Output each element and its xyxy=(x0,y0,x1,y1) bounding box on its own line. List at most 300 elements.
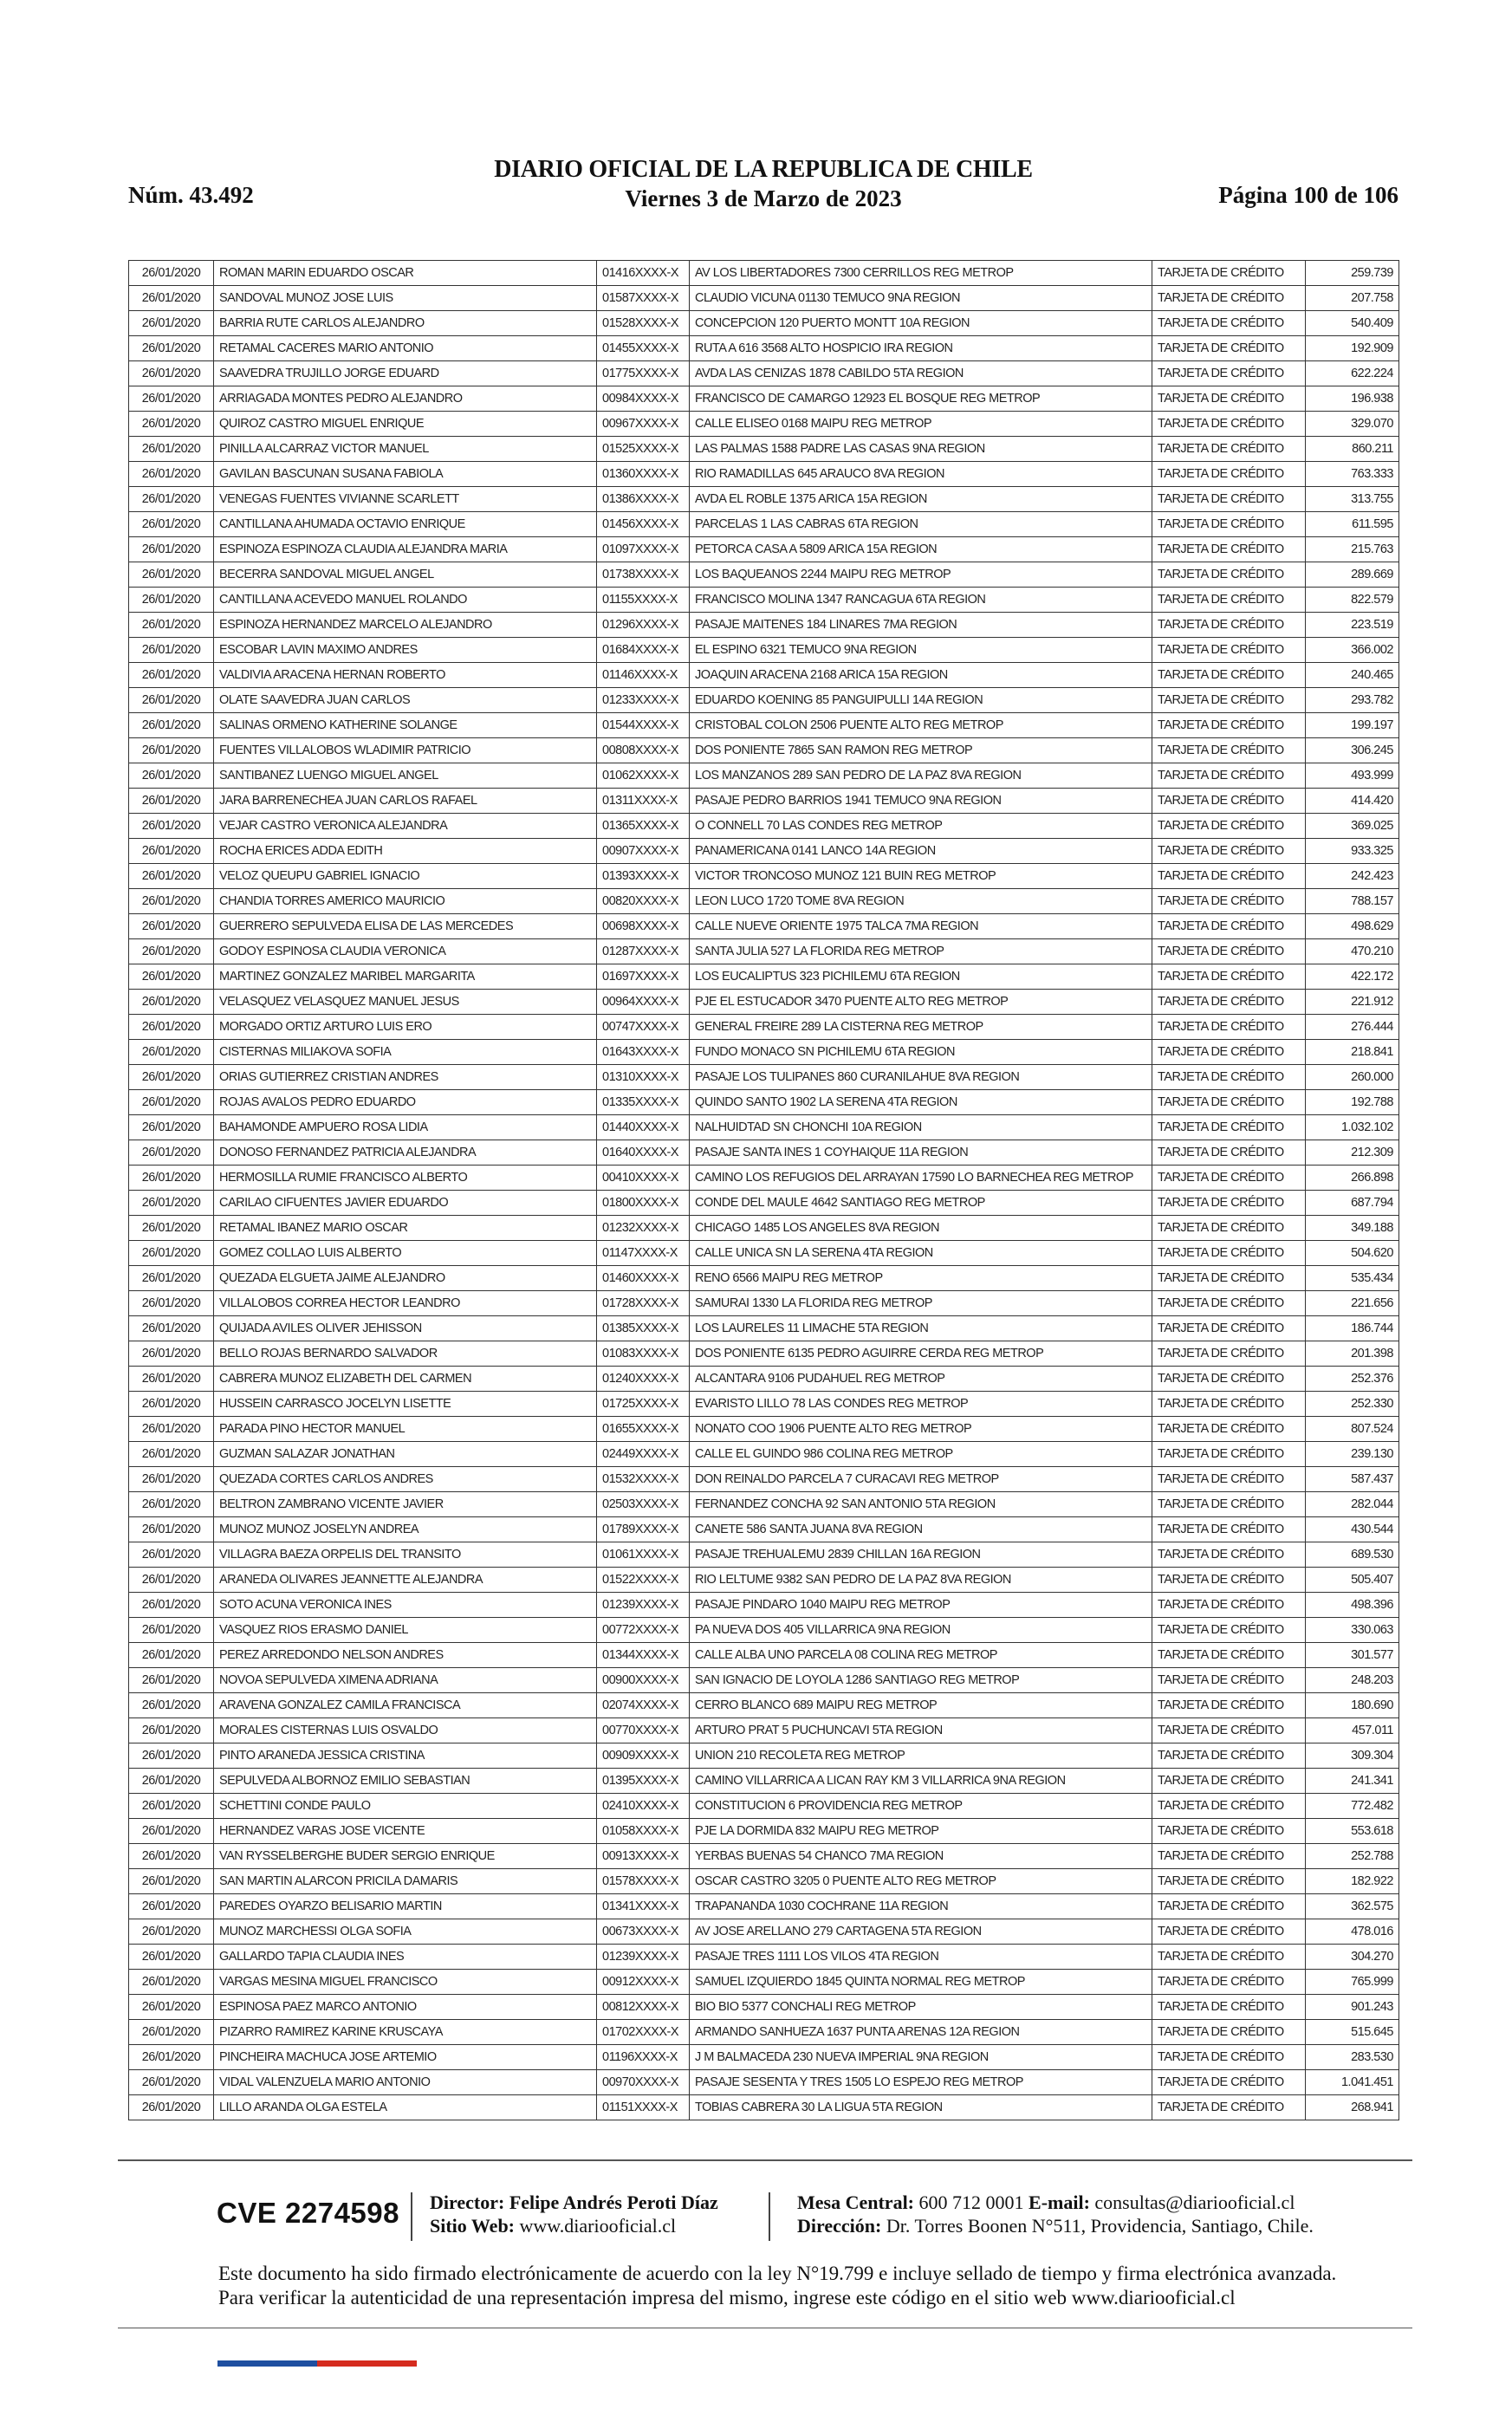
cell-payment-type: TARJETA DE CRÉDITO xyxy=(1152,638,1306,663)
footer-divider xyxy=(769,2192,770,2241)
cell-amount: 422.172 xyxy=(1306,964,1399,990)
cell-address: CLAUDIO VICUNA 01130 TEMUCO 9NA REGION xyxy=(690,286,1152,311)
email-link[interactable]: consultas@diariooficial.cl xyxy=(1094,2191,1295,2213)
cell-name: BELLO ROJAS BERNARDO SALVADOR xyxy=(214,1341,597,1367)
cell-date: 26/01/2020 xyxy=(129,990,214,1015)
table-row xyxy=(129,990,1399,1015)
cell-rut: 01643XXXX-X xyxy=(597,1040,690,1065)
cell-name: OLATE SAAVEDRA JUAN CARLOS xyxy=(214,688,597,713)
cell-rut: 01335XXXX-X xyxy=(597,1090,690,1115)
table-row xyxy=(129,1216,1399,1241)
cell-date: 26/01/2020 xyxy=(129,1266,214,1291)
cell-amount: 186.744 xyxy=(1306,1316,1399,1341)
table-row xyxy=(129,1166,1399,1191)
cell-payment-type: TARJETA DE CRÉDITO xyxy=(1152,688,1306,713)
table-row xyxy=(129,286,1399,311)
cell-payment-type: TARJETA DE CRÉDITO xyxy=(1152,462,1306,487)
cell-payment-type: TARJETA DE CRÉDITO xyxy=(1152,1668,1306,1693)
cell-rut: 01395XXXX-X xyxy=(597,1769,690,1794)
cell-name: GALLARDO TAPIA CLAUDIA INES xyxy=(214,1945,597,1970)
cell-name: ORIAS GUTIERREZ CRISTIAN ANDRES xyxy=(214,1065,597,1090)
cell-date: 26/01/2020 xyxy=(129,1743,214,1769)
cell-payment-type: TARJETA DE CRÉDITO xyxy=(1152,1442,1306,1467)
table-row xyxy=(129,2020,1399,2045)
cell-amount: 221.912 xyxy=(1306,990,1399,1015)
table-row xyxy=(129,2070,1399,2095)
cell-amount: 180.690 xyxy=(1306,1693,1399,1718)
cell-rut: 00900XXXX-X xyxy=(597,1668,690,1693)
cell-date: 26/01/2020 xyxy=(129,688,214,713)
cell-name: BARRIA RUTE CARLOS ALEJANDRO xyxy=(214,311,597,336)
cell-amount: 430.544 xyxy=(1306,1517,1399,1542)
cell-rut: 01640XXXX-X xyxy=(597,1140,690,1166)
cell-amount: 182.922 xyxy=(1306,1869,1399,1894)
cell-rut: 00907XXXX-X xyxy=(597,839,690,864)
cell-date: 26/01/2020 xyxy=(129,386,214,412)
cell-address: NONATO COO 1906 PUENTE ALTO REG METROP xyxy=(690,1417,1152,1442)
table-row xyxy=(129,2095,1399,2120)
cell-rut: 00913XXXX-X xyxy=(597,1844,690,1869)
cell-date: 26/01/2020 xyxy=(129,1241,214,1266)
table-row xyxy=(129,1618,1399,1643)
cell-payment-type: TARJETA DE CRÉDITO xyxy=(1152,1115,1306,1140)
cell-payment-type: TARJETA DE CRÉDITO xyxy=(1152,763,1306,789)
cell-name: MUNOZ MUNOZ JOSELYN ANDREA xyxy=(214,1517,597,1542)
cell-amount: 478.016 xyxy=(1306,1919,1399,1945)
cve-code: CVE 2274598 xyxy=(217,2197,399,2229)
cell-name: PIZARRO RAMIREZ KARINE KRUSCAYA xyxy=(214,2020,597,2045)
cell-amount: 349.188 xyxy=(1306,1216,1399,1241)
table-row xyxy=(129,1668,1399,1693)
cell-amount: 192.788 xyxy=(1306,1090,1399,1115)
cell-date: 26/01/2020 xyxy=(129,562,214,588)
cell-address: CALLE ELISEO 0168 MAIPU REG METROP xyxy=(690,412,1152,437)
cell-name: ESPINOSA PAEZ MARCO ANTONIO xyxy=(214,1995,597,2020)
cell-amount: 252.330 xyxy=(1306,1392,1399,1417)
cell-address: CONCEPCION 120 PUERTO MONTT 10A REGION xyxy=(690,311,1152,336)
cell-rut: 00808XXXX-X xyxy=(597,738,690,763)
cell-name: VIDAL VALENZUELA MARIO ANTONIO xyxy=(214,2070,597,2095)
cell-address: PANAMERICANA 0141 LANCO 14A REGION xyxy=(690,839,1152,864)
cell-rut: 01239XXXX-X xyxy=(597,1945,690,1970)
table-row xyxy=(129,1568,1399,1593)
cell-payment-type: TARJETA DE CRÉDITO xyxy=(1152,1517,1306,1542)
cell-date: 26/01/2020 xyxy=(129,1844,214,1869)
cell-address: DON REINALDO PARCELA 7 CURACAVI REG METROP xyxy=(690,1467,1152,1492)
cell-amount: 470.210 xyxy=(1306,939,1399,964)
cell-name: ROMAN MARIN EDUARDO OSCAR xyxy=(214,261,597,286)
cell-name: SEPULVEDA ALBORNOZ EMILIO SEBASTIAN xyxy=(214,1769,597,1794)
cell-amount: 505.407 xyxy=(1306,1568,1399,1593)
cell-name: SAN MARTIN ALARCON PRICILA DAMARIS xyxy=(214,1869,597,1894)
cell-payment-type: TARJETA DE CRÉDITO xyxy=(1152,361,1306,386)
cell-amount: 240.465 xyxy=(1306,663,1399,688)
cell-payment-type: TARJETA DE CRÉDITO xyxy=(1152,1015,1306,1040)
cell-name: QUEZADA ELGUETA JAIME ALEJANDRO xyxy=(214,1266,597,1291)
cell-date: 26/01/2020 xyxy=(129,1995,214,2020)
cell-rut: 01738XXXX-X xyxy=(597,562,690,588)
cell-payment-type: TARJETA DE CRÉDITO xyxy=(1152,2070,1306,2095)
publication-date: Viernes 3 de Marzo de 2023 xyxy=(625,185,902,211)
cell-name: GOMEZ COLLAO LUIS ALBERTO xyxy=(214,1241,597,1266)
table-row xyxy=(129,688,1399,713)
cell-name: VARGAS MESINA MIGUEL FRANCISCO xyxy=(214,1970,597,1995)
cell-amount: 199.197 xyxy=(1306,713,1399,738)
cell-amount: 788.157 xyxy=(1306,889,1399,914)
cell-date: 26/01/2020 xyxy=(129,1894,214,1919)
cell-amount: 587.437 xyxy=(1306,1467,1399,1492)
cell-amount: 689.530 xyxy=(1306,1542,1399,1568)
cell-payment-type: TARJETA DE CRÉDITO xyxy=(1152,437,1306,462)
table-row xyxy=(129,2045,1399,2070)
cell-date: 26/01/2020 xyxy=(129,2020,214,2045)
cell-date: 26/01/2020 xyxy=(129,1115,214,1140)
cell-amount: 369.025 xyxy=(1306,814,1399,839)
cell-payment-type: TARJETA DE CRÉDITO xyxy=(1152,537,1306,562)
cell-amount: 457.011 xyxy=(1306,1718,1399,1743)
cell-amount: 329.070 xyxy=(1306,412,1399,437)
cell-address: SAMURAI 1330 LA FLORIDA REG METROP xyxy=(690,1291,1152,1316)
cell-payment-type: TARJETA DE CRÉDITO xyxy=(1152,990,1306,1015)
cell-name: PAREDES OYARZO BELISARIO MARTIN xyxy=(214,1894,597,1919)
cell-payment-type: TARJETA DE CRÉDITO xyxy=(1152,663,1306,688)
cell-amount: 822.579 xyxy=(1306,588,1399,613)
table-row xyxy=(129,1241,1399,1266)
cell-date: 26/01/2020 xyxy=(129,763,214,789)
table-row xyxy=(129,1442,1399,1467)
table-row xyxy=(129,1492,1399,1517)
cell-payment-type: TARJETA DE CRÉDITO xyxy=(1152,1769,1306,1794)
cell-address: AV JOSE ARELLANO 279 CARTAGENA 5TA REGION xyxy=(690,1919,1152,1945)
table-row xyxy=(129,1945,1399,1970)
cell-rut: 01440XXXX-X xyxy=(597,1115,690,1140)
cell-amount: 252.788 xyxy=(1306,1844,1399,1869)
cell-name: SOTO ACUNA VERONICA INES xyxy=(214,1593,597,1618)
issue-number: Núm. 43.492 xyxy=(128,182,254,208)
cell-rut: 01702XXXX-X xyxy=(597,2020,690,2045)
cell-rut: 00967XXXX-X xyxy=(597,412,690,437)
cell-date: 26/01/2020 xyxy=(129,487,214,512)
cell-name: MUNOZ MARCHESSI OLGA SOFIA xyxy=(214,1919,597,1945)
cell-address: CONDE DEL MAULE 4642 SANTIAGO REG METROP xyxy=(690,1191,1152,1216)
cell-date: 26/01/2020 xyxy=(129,1341,214,1367)
cell-address: PASAJE LOS TULIPANES 860 CURANILAHUE 8VA REGION xyxy=(690,1065,1152,1090)
cell-amount: 498.396 xyxy=(1306,1593,1399,1618)
email-label: E-mail: xyxy=(1029,2191,1090,2213)
cell-amount: 763.333 xyxy=(1306,462,1399,487)
cell-date: 26/01/2020 xyxy=(129,1568,214,1593)
table-row xyxy=(129,1467,1399,1492)
cell-name: ARRIAGADA MONTES PEDRO ALEJANDRO xyxy=(214,386,597,412)
table-row xyxy=(129,1266,1399,1291)
table-row xyxy=(129,1040,1399,1065)
cell-name: VASQUEZ RIOS ERASMO DANIEL xyxy=(214,1618,597,1643)
table-row xyxy=(129,537,1399,562)
cell-rut: 02074XXXX-X xyxy=(597,1693,690,1718)
cell-amount: 276.444 xyxy=(1306,1015,1399,1040)
footer-divider xyxy=(411,2192,412,2241)
table-row xyxy=(129,1090,1399,1115)
director-label: Director: Felipe Andrés Peroti Díaz xyxy=(430,2191,718,2213)
cell-payment-type: TARJETA DE CRÉDITO xyxy=(1152,1542,1306,1568)
cell-date: 26/01/2020 xyxy=(129,789,214,814)
cell-amount: 283.530 xyxy=(1306,2045,1399,2070)
cell-payment-type: TARJETA DE CRÉDITO xyxy=(1152,336,1306,361)
table-row xyxy=(129,1819,1399,1844)
cell-address: EVARISTO LILLO 78 LAS CONDES REG METROP xyxy=(690,1392,1152,1417)
cell-rut: 01460XXXX-X xyxy=(597,1266,690,1291)
cell-date: 26/01/2020 xyxy=(129,1542,214,1568)
footer-director-block xyxy=(430,2191,718,2237)
cell-payment-type: TARJETA DE CRÉDITO xyxy=(1152,1316,1306,1341)
cell-payment-type: TARJETA DE CRÉDITO xyxy=(1152,1894,1306,1919)
cell-rut: 01341XXXX-X xyxy=(597,1894,690,1919)
cell-rut: 01058XXXX-X xyxy=(597,1819,690,1844)
cell-name: SALINAS ORMENO KATHERINE SOLANGE xyxy=(214,713,597,738)
cell-rut: 00909XXXX-X xyxy=(597,1743,690,1769)
table-row xyxy=(129,311,1399,336)
cell-address: YERBAS BUENAS 54 CHANCO 7MA REGION xyxy=(690,1844,1152,1869)
cell-payment-type: TARJETA DE CRÉDITO xyxy=(1152,412,1306,437)
cell-name: ARANEDA OLIVARES JEANNETTE ALEJANDRA xyxy=(214,1568,597,1593)
cell-name: ARAVENA GONZALEZ CAMILA FRANCISCA xyxy=(214,1693,597,1718)
cell-date: 26/01/2020 xyxy=(129,1392,214,1417)
cell-address: PASAJE PINDARO 1040 MAIPU REG METROP xyxy=(690,1593,1152,1618)
cell-amount: 293.782 xyxy=(1306,688,1399,713)
cell-address: LOS LAURELES 11 LIMACHE 5TA REGION xyxy=(690,1316,1152,1341)
cell-date: 26/01/2020 xyxy=(129,1191,214,1216)
cell-name: CISTERNAS MILIAKOVA SOFIA xyxy=(214,1040,597,1065)
cell-payment-type: TARJETA DE CRÉDITO xyxy=(1152,1140,1306,1166)
table-row xyxy=(129,1316,1399,1341)
cell-address: LOS EUCALIPTUS 323 PICHILEMU 6TA REGION xyxy=(690,964,1152,990)
cell-date: 26/01/2020 xyxy=(129,286,214,311)
table-row xyxy=(129,864,1399,889)
cell-name: MORALES CISTERNAS LUIS OSVALDO xyxy=(214,1718,597,1743)
cell-payment-type: TARJETA DE CRÉDITO xyxy=(1152,1291,1306,1316)
cell-amount: 266.898 xyxy=(1306,1166,1399,1191)
cell-amount: 309.304 xyxy=(1306,1743,1399,1769)
cell-address: LOS BAQUEANOS 2244 MAIPU REG METROP xyxy=(690,562,1152,588)
cell-payment-type: TARJETA DE CRÉDITO xyxy=(1152,1417,1306,1442)
cell-rut: 01196XXXX-X xyxy=(597,2045,690,2070)
publication-title: DIARIO OFICIAL DE LA REPUBLICA DE CHILE xyxy=(494,156,1033,183)
website-link[interactable]: www.diariooficial.cl xyxy=(519,2215,677,2237)
cell-date: 26/01/2020 xyxy=(129,2070,214,2095)
cell-name: SANDOVAL MUNOZ JOSE LUIS xyxy=(214,286,597,311)
cell-name: NOVOA SEPULVEDA XIMENA ADRIANA xyxy=(214,1668,597,1693)
cell-amount: 218.841 xyxy=(1306,1040,1399,1065)
cell-rut: 01360XXXX-X xyxy=(597,462,690,487)
cell-payment-type: TARJETA DE CRÉDITO xyxy=(1152,588,1306,613)
cell-name: CABRERA MUNOZ ELIZABETH DEL CARMEN xyxy=(214,1367,597,1392)
cell-date: 26/01/2020 xyxy=(129,1693,214,1718)
cell-date: 26/01/2020 xyxy=(129,864,214,889)
cell-address: RUTA A 616 3568 ALTO HOSPICIO IRA REGION xyxy=(690,336,1152,361)
cell-date: 26/01/2020 xyxy=(129,1869,214,1894)
cell-payment-type: TARJETA DE CRÉDITO xyxy=(1152,1040,1306,1065)
cell-address: VICTOR TRONCOSO MUNOZ 121 BUIN REG METROP xyxy=(690,864,1152,889)
cell-payment-type: TARJETA DE CRÉDITO xyxy=(1152,738,1306,763)
cell-rut: 00698XXXX-X xyxy=(597,914,690,939)
cell-address: CHICAGO 1485 LOS ANGELES 8VA REGION xyxy=(690,1216,1152,1241)
cell-payment-type: TARJETA DE CRÉDITO xyxy=(1152,1919,1306,1945)
cell-amount: 504.620 xyxy=(1306,1241,1399,1266)
table-row xyxy=(129,1769,1399,1794)
cell-rut: 01296XXXX-X xyxy=(597,613,690,638)
table-row xyxy=(129,964,1399,990)
cell-address: CALLE EL GUINDO 986 COLINA REG METROP xyxy=(690,1442,1152,1467)
website-label: Sitio Web: xyxy=(430,2215,516,2237)
cell-amount: 622.224 xyxy=(1306,361,1399,386)
cell-date: 26/01/2020 xyxy=(129,1794,214,1819)
cell-address: TOBIAS CABRERA 30 LA LIGUA 5TA REGION xyxy=(690,2095,1152,2120)
cell-address: PASAJE SANTA INES 1 COYHAIQUE 11A REGION xyxy=(690,1140,1152,1166)
cell-amount: 515.645 xyxy=(1306,2020,1399,2045)
table-row xyxy=(129,1643,1399,1668)
cell-name: VALDIVIA ARACENA HERNAN ROBERTO xyxy=(214,663,597,688)
table-row xyxy=(129,839,1399,864)
cell-amount: 553.618 xyxy=(1306,1819,1399,1844)
cell-amount: 414.420 xyxy=(1306,789,1399,814)
footer-contact-block xyxy=(797,2191,1314,2237)
cell-rut: 01385XXXX-X xyxy=(597,1316,690,1341)
cell-address: TRAPANANDA 1030 COCHRANE 11A REGION xyxy=(690,1894,1152,1919)
cell-amount: 196.938 xyxy=(1306,386,1399,412)
cell-address: NALHUIDTAD SN CHONCHI 10A REGION xyxy=(690,1115,1152,1140)
cell-address: CALLE UNICA SN LA SERENA 4TA REGION xyxy=(690,1241,1152,1266)
cell-date: 26/01/2020 xyxy=(129,336,214,361)
table-row xyxy=(129,437,1399,462)
cell-amount: 1.041.451 xyxy=(1306,2070,1399,2095)
cell-amount: 901.243 xyxy=(1306,1995,1399,2020)
cell-address: CAMINO VILLARRICA A LICAN RAY KM 3 VILLARRICA 9NA REGION xyxy=(690,1769,1152,1794)
cell-name: CARILAO CIFUENTES JAVIER EDUARDO xyxy=(214,1191,597,1216)
cell-rut: 00812XXXX-X xyxy=(597,1995,690,2020)
records-body xyxy=(129,261,1399,2120)
cell-date: 26/01/2020 xyxy=(129,1316,214,1341)
cell-amount: 221.656 xyxy=(1306,1291,1399,1316)
cell-name: SAAVEDRA TRUJILLO JORGE EDUARD xyxy=(214,361,597,386)
table-row xyxy=(129,1291,1399,1316)
cell-address: OSCAR CASTRO 3205 0 PUENTE ALTO REG METROP xyxy=(690,1869,1152,1894)
cell-address: QUINDO SANTO 1902 LA SERENA 4TA REGION xyxy=(690,1090,1152,1115)
table-row xyxy=(129,814,1399,839)
table-row xyxy=(129,1191,1399,1216)
cell-name: QUEZADA CORTES CARLOS ANDRES xyxy=(214,1467,597,1492)
cell-payment-type: TARJETA DE CRÉDITO xyxy=(1152,839,1306,864)
cell-payment-type: TARJETA DE CRÉDITO xyxy=(1152,1995,1306,2020)
cell-rut: 01578XXXX-X xyxy=(597,1869,690,1894)
cell-rut: 01416XXXX-X xyxy=(597,261,690,286)
cell-name: CANTILLANA AHUMADA OCTAVIO ENRIQUE xyxy=(214,512,597,537)
table-row xyxy=(129,512,1399,537)
table-row xyxy=(129,386,1399,412)
cell-address: PASAJE PEDRO BARRIOS 1941 TEMUCO 9NA REGION xyxy=(690,789,1152,814)
cell-date: 26/01/2020 xyxy=(129,889,214,914)
cell-name: SANTIBANEZ LUENGO MIGUEL ANGEL xyxy=(214,763,597,789)
cell-amount: 540.409 xyxy=(1306,311,1399,336)
table-row xyxy=(129,588,1399,613)
table-row xyxy=(129,1869,1399,1894)
table-row xyxy=(129,1367,1399,1392)
table-row xyxy=(129,1542,1399,1568)
cell-amount: 248.203 xyxy=(1306,1668,1399,1693)
address-label: Dirección: xyxy=(797,2215,882,2237)
cell-address: BIO BIO 5377 CONCHALI REG METROP xyxy=(690,1995,1152,2020)
cell-payment-type: TARJETA DE CRÉDITO xyxy=(1152,1467,1306,1492)
cell-payment-type: TARJETA DE CRÉDITO xyxy=(1152,1065,1306,1090)
table-row xyxy=(129,412,1399,437)
table-row xyxy=(129,738,1399,763)
table-row xyxy=(129,939,1399,964)
cell-rut: 01455XXXX-X xyxy=(597,336,690,361)
page-number: Página 100 de 106 xyxy=(1218,182,1398,208)
cell-rut: 01232XXXX-X xyxy=(597,1216,690,1241)
cell-amount: 242.423 xyxy=(1306,864,1399,889)
table-row xyxy=(129,562,1399,588)
table-row xyxy=(129,914,1399,939)
cell-date: 26/01/2020 xyxy=(129,437,214,462)
cell-payment-type: TARJETA DE CRÉDITO xyxy=(1152,1166,1306,1191)
cell-rut: 01800XXXX-X xyxy=(597,1191,690,1216)
cell-rut: 00747XXXX-X xyxy=(597,1015,690,1040)
cell-rut: 01789XXXX-X xyxy=(597,1517,690,1542)
table-row xyxy=(129,361,1399,386)
cell-address: CALLE ALBA UNO PARCELA 08 COLINA REG METROP xyxy=(690,1643,1152,1668)
cell-date: 26/01/2020 xyxy=(129,1467,214,1492)
cell-rut: 00673XXXX-X xyxy=(597,1919,690,1945)
cell-payment-type: TARJETA DE CRÉDITO xyxy=(1152,1367,1306,1392)
cell-name: LILLO ARANDA OLGA ESTELA xyxy=(214,2095,597,2120)
cell-rut: 01655XXXX-X xyxy=(597,1417,690,1442)
cell-payment-type: TARJETA DE CRÉDITO xyxy=(1152,889,1306,914)
cell-payment-type: TARJETA DE CRÉDITO xyxy=(1152,286,1306,311)
cell-rut: 01725XXXX-X xyxy=(597,1392,690,1417)
cell-address: O CONNELL 70 LAS CONDES REG METROP xyxy=(690,814,1152,839)
table-row xyxy=(129,1894,1399,1919)
cell-date: 26/01/2020 xyxy=(129,412,214,437)
cell-amount: 366.002 xyxy=(1306,638,1399,663)
cell-payment-type: TARJETA DE CRÉDITO xyxy=(1152,1794,1306,1819)
cell-name: PEREZ ARREDONDO NELSON ANDRES xyxy=(214,1643,597,1668)
cell-rut: 01097XXXX-X xyxy=(597,537,690,562)
cell-date: 26/01/2020 xyxy=(129,1065,214,1090)
cell-date: 26/01/2020 xyxy=(129,638,214,663)
cell-rut: 00984XXXX-X xyxy=(597,386,690,412)
cell-date: 26/01/2020 xyxy=(129,1140,214,1166)
cell-address: SAN IGNACIO DE LOYOLA 1286 SANTIAGO REG METROP xyxy=(690,1668,1152,1693)
cell-name: BECERRA SANDOVAL MIGUEL ANGEL xyxy=(214,562,597,588)
cell-amount: 223.519 xyxy=(1306,613,1399,638)
cell-payment-type: TARJETA DE CRÉDITO xyxy=(1152,613,1306,638)
cell-address: AVDA LAS CENIZAS 1878 CABILDO 5TA REGION xyxy=(690,361,1152,386)
cell-rut: 01393XXXX-X xyxy=(597,864,690,889)
cell-rut: 01684XXXX-X xyxy=(597,638,690,663)
cell-name: GODOY ESPINOSA CLAUDIA VERONICA xyxy=(214,939,597,964)
table-row xyxy=(129,1115,1399,1140)
cell-amount: 611.595 xyxy=(1306,512,1399,537)
cell-date: 26/01/2020 xyxy=(129,361,214,386)
cell-payment-type: TARJETA DE CRÉDITO xyxy=(1152,1970,1306,1995)
cell-rut: 01147XXXX-X xyxy=(597,1241,690,1266)
cell-amount: 306.245 xyxy=(1306,738,1399,763)
cell-date: 26/01/2020 xyxy=(129,311,214,336)
address-text: Dr. Torres Boonen N°511, Providencia, Santiago, Chile. xyxy=(886,2215,1314,2237)
cell-date: 26/01/2020 xyxy=(129,1291,214,1316)
cell-rut: 01775XXXX-X xyxy=(597,361,690,386)
cell-amount: 289.669 xyxy=(1306,562,1399,588)
